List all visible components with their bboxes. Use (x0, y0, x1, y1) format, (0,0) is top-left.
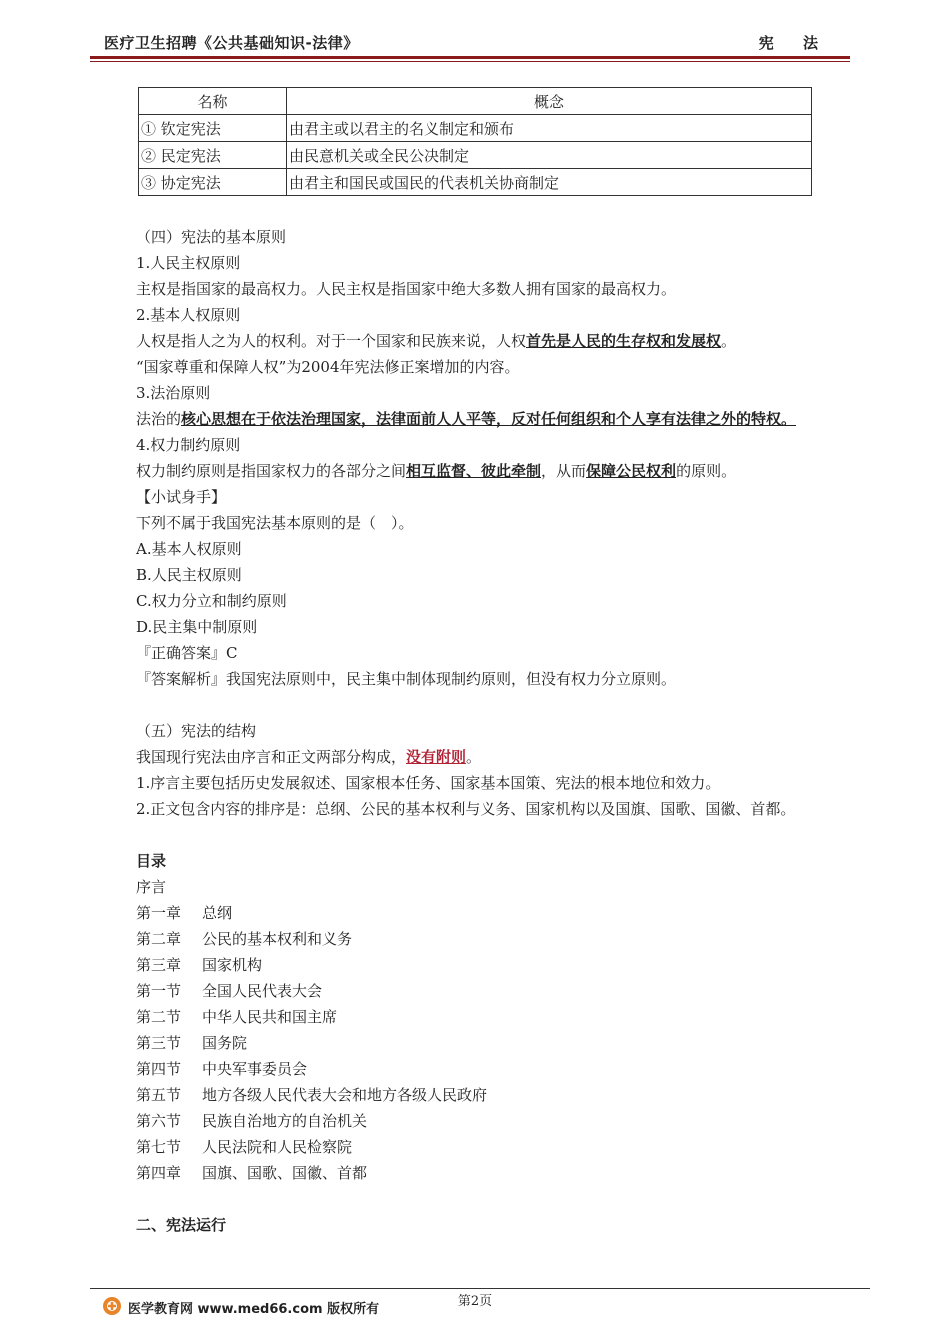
toc-entry (136, 1108, 866, 1134)
table-of-contents (136, 900, 866, 1186)
header-title: 医疗卫生招聘《公共基础知识-法律》 (104, 34, 359, 52)
table-header-row (139, 88, 812, 115)
emphasis-text: 保障公民权利 (586, 462, 677, 480)
toc-entry (136, 1134, 866, 1160)
quiz-answer: 『正确答案』C (136, 644, 238, 662)
principle-text (136, 406, 866, 432)
text-run: 的原则。 (676, 462, 737, 480)
toc-heading: 目录 (136, 852, 167, 870)
table-cell: 由民意机关或全民公决制定 (287, 142, 812, 169)
text-run: 权力制约原则是指国家权力的各部分之间 (136, 462, 407, 480)
toc-entry (136, 1082, 866, 1108)
toc-entry-number: 第四章 (136, 1164, 182, 1182)
toc-entry-title: 中央军事委员会 (202, 1060, 308, 1078)
table-header-name: 名称 (139, 88, 287, 115)
table-row (139, 142, 812, 169)
toc-entry-title: 公民的基本权利和义务 (202, 930, 353, 948)
toc-entry (136, 1056, 866, 1082)
table-cell: ① 钦定宪法 (139, 115, 287, 142)
header-rule (90, 56, 850, 59)
table-cell: ③ 协定宪法 (139, 169, 287, 196)
toc-entry (136, 1030, 866, 1056)
toc-entry-title: 国家机构 (202, 956, 263, 974)
principle-title: 3.法治原则 (136, 384, 211, 402)
footer-rule (90, 1288, 870, 1289)
table-row (139, 169, 812, 196)
quiz-analysis: 『答案解析』我国宪法原则中，民主集中制体现制约原则，但没有权力分立原则。 (136, 670, 677, 688)
table-header-concept: 概念 (287, 88, 812, 115)
quiz-question: 下列不属于我国宪法基本原则的是（ ）。 (136, 514, 414, 532)
emphasis-text: 核心思想在于依法治理国家，法律面前人人平等，反对任何组织和个人享有法律之外的特权。 (181, 410, 797, 428)
page-number: 第2页 (457, 1294, 493, 1309)
section-heading: （五）宪法的结构 (136, 722, 257, 740)
header-rule-thin (90, 61, 850, 62)
toc-entry-number: 第三章 (136, 956, 182, 974)
structure-item: 1.序言主要包括历史发展叙述、国家根本任务、国家基本国策、宪法的根本地位和效力。 (136, 774, 721, 792)
toc-entry-number: 第六节 (136, 1112, 182, 1130)
toc-entry (136, 900, 866, 926)
text-run: 。 (721, 332, 737, 350)
text-run: 。 (466, 748, 482, 766)
quiz-option: D.民主集中制原则 (136, 618, 258, 636)
quiz-option: A.基本人权原则 (136, 540, 242, 558)
table-cell: 由君主或以君主的名义制定和颁布 (287, 115, 812, 142)
constitution-types-table (138, 87, 812, 196)
toc-entry-title: 全国人民代表大会 (202, 982, 323, 1000)
principle-note: “国家尊重和保障人权”为2004年宪法修正案增加的内容。 (136, 358, 520, 376)
document-body (136, 224, 866, 1238)
text-run: 法治的 (136, 410, 182, 428)
med66-logo-icon (102, 1296, 122, 1320)
toc-entry-title: 人民法院和人民检察院 (202, 1138, 353, 1156)
toc-entry (136, 978, 866, 1004)
text-run: 我国现行宪法由序言和正文两部分构成， (136, 748, 407, 766)
table-cell: 由君主和国民或国民的代表机关协商制定 (287, 169, 812, 196)
quiz-option: B.人民主权原则 (136, 566, 242, 584)
section-heading: （四）宪法的基本原则 (136, 228, 287, 246)
toc-entry (136, 1160, 866, 1186)
toc-entry-title: 地方各级人民代表大会和地方各级人民政府 (202, 1086, 488, 1104)
principle-title: 4.权力制约原则 (136, 436, 241, 454)
principle-title: 1.人民主权原则 (136, 254, 241, 272)
toc-entry-number: 第七节 (136, 1138, 182, 1156)
emphasis-text: 相互监督、彼此牵制 (406, 462, 542, 480)
emphasis-text: 首先是人民的生存权和发展权 (526, 332, 722, 350)
next-section-heading: 二、宪法运行 (136, 1216, 227, 1234)
toc-entry-title: 国务院 (202, 1034, 248, 1052)
toc-entry (136, 926, 866, 952)
principle-text (136, 458, 866, 484)
header-section: 宪 法 (758, 34, 830, 52)
quiz-option: C.权力分立和制约原则 (136, 592, 287, 610)
toc-entry-number: 第五节 (136, 1086, 182, 1104)
table-cell: ② 民定宪法 (139, 142, 287, 169)
principle-text: 主权是指国家的最高权力。人民主权是指国家中绝大多数人拥有国家的最高权力。 (136, 280, 677, 298)
text-run: ，从而 (541, 462, 587, 480)
toc-entry-number: 第一章 (136, 904, 182, 922)
toc-entry-title: 总纲 (202, 904, 233, 922)
toc-entry-title: 民族自治地方的自治机关 (202, 1112, 368, 1130)
toc-entry-title: 国旗、国歌、国徽、首都 (202, 1164, 368, 1182)
toc-entry-number: 第二节 (136, 1008, 182, 1026)
structure-item: 2.正文包含内容的排序是：总纲、公民的基本权利与义务、国家机构以及国旗、国歌、国徽、首都。 (136, 800, 796, 818)
toc-entry (136, 952, 866, 978)
principle-title: 2.基本人权原则 (136, 306, 241, 324)
toc-entry-number: 第三节 (136, 1034, 182, 1052)
footer-site: 医学教育网 www.med66.com 版权所有 (128, 1302, 380, 1317)
toc-entry (136, 1004, 866, 1030)
page-header (90, 30, 848, 54)
structure-intro (136, 744, 866, 770)
toc-entry-title: 中华人民共和国主席 (202, 1008, 338, 1026)
toc-entry-number: 第一节 (136, 982, 182, 1000)
emphasis-text-red: 没有附则 (406, 748, 467, 766)
text-run: 人权是指人之为人的权利。对于一个国家和民族来说，人权 (136, 332, 527, 350)
quiz-label: 【小试身手】 (136, 488, 227, 506)
toc-entry-number: 第二章 (136, 930, 182, 948)
principle-text (136, 328, 866, 354)
table-row (139, 115, 812, 142)
toc-entry-number: 第四节 (136, 1060, 182, 1078)
toc-preface: 序言 (136, 878, 167, 896)
